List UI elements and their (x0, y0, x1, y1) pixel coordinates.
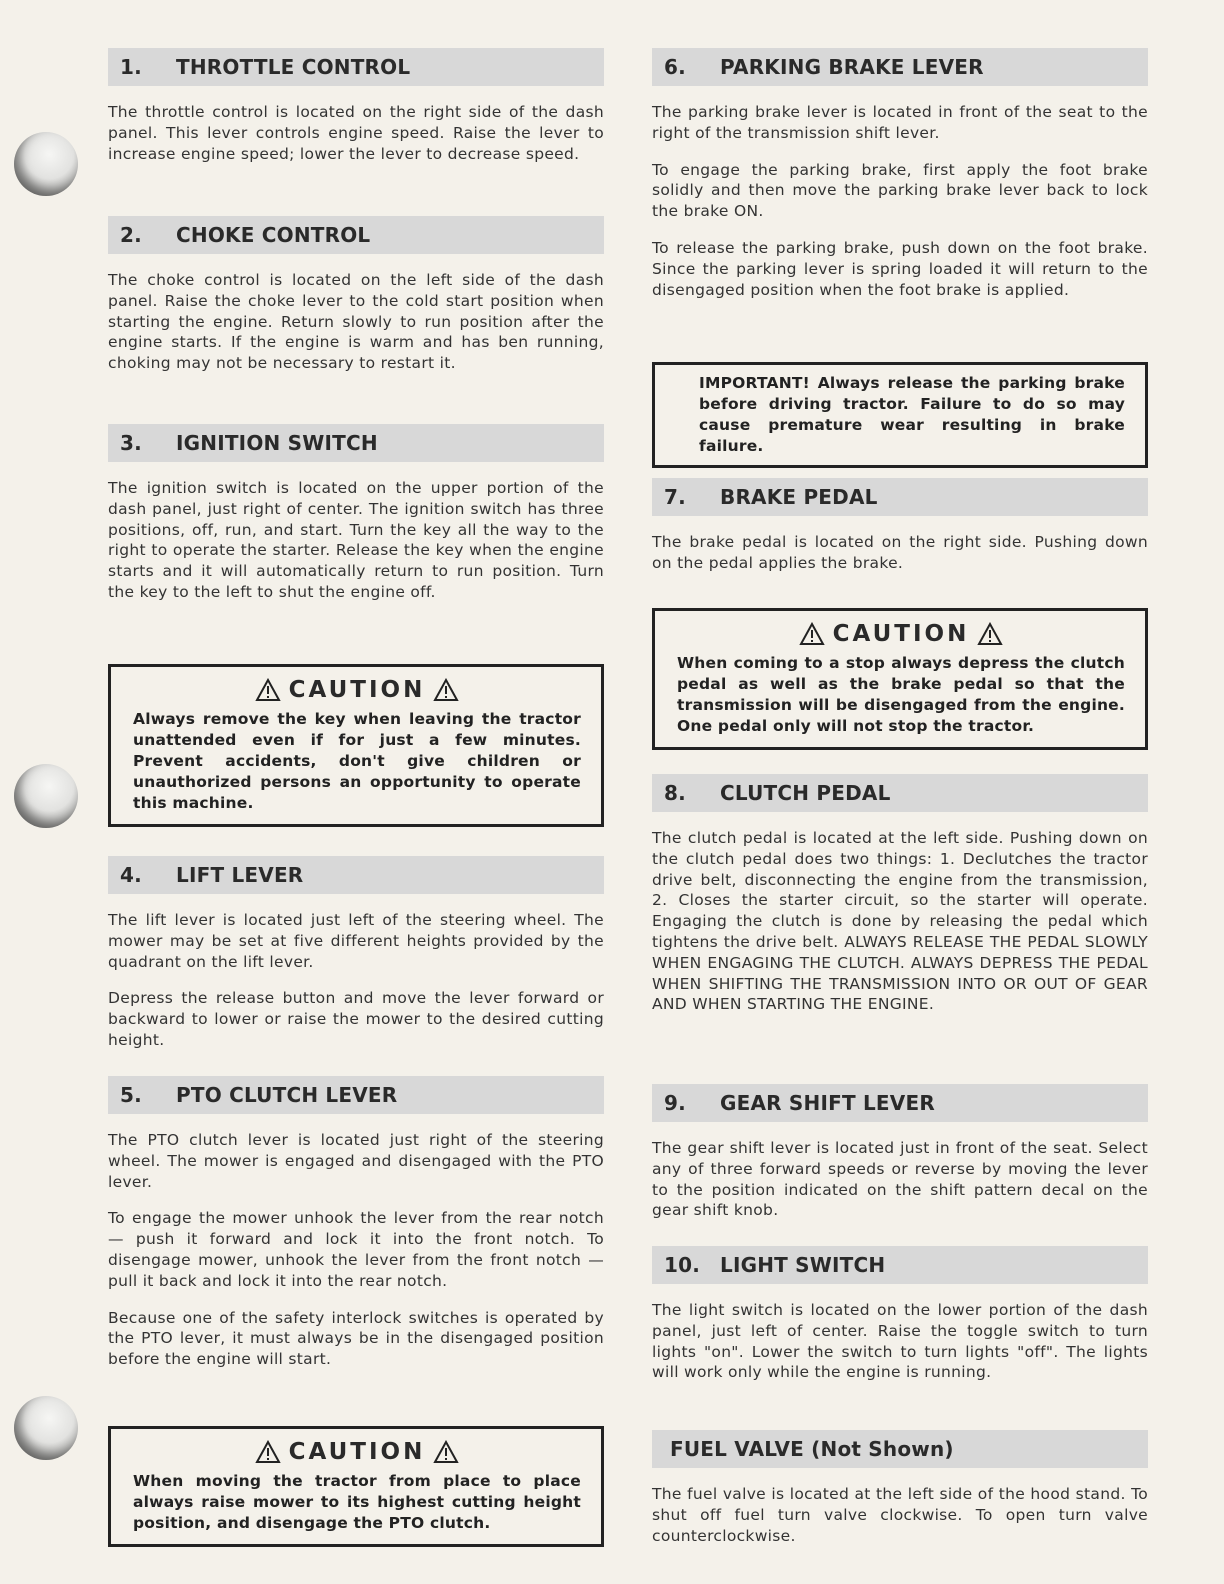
section-brake-pedal (652, 478, 1148, 574)
section-heading: 2. CHOKE CONTROL (108, 216, 604, 254)
section-body: Depress the release button and move the lever forward or backward to lower or raise the mower to the desired cutting height. (108, 989, 604, 1049)
section-body: To release the parking brake, push down on the foot brake. Since the parking lever is spring loaded it will return to the disengaged position when the foot brake is applied. (652, 238, 1148, 299)
caution-box-mower (108, 1426, 604, 1547)
binder-hole-top (14, 132, 78, 196)
section-gear-shift-lever (652, 1084, 1148, 1221)
section-clutch-pedal (652, 774, 1148, 1015)
binder-hole-bottom (14, 1396, 78, 1460)
section-body: The ignition switch is located on the upper portion of the dash panel, just right of center. The ignition switch has three positions, off, run, and start. Turn the key all the way to the right to operate the starter. Release the key when the engine starts and it will automatically return to run position. Turn the key to the left to shut the engine off. (108, 479, 604, 601)
section-body: The lift lever is located just left of the steering wheel. The mower may be set at five different heights provided by the quadrant on the lift lever. (108, 911, 604, 971)
warning-triangle-icon (255, 678, 281, 702)
warning-triangle-icon (433, 1440, 459, 1464)
section-heading: 6. PARKING BRAKE LEVER (652, 48, 1148, 86)
section-body: The throttle control is located on the right side of the dash panel. This lever controls engine speed. Raise the lever to increase engine speed; lower the lever to decrease speed. (108, 103, 604, 163)
section-heading: 9. GEAR SHIFT LEVER (652, 1084, 1148, 1122)
caution-text: When moving the tractor from place to place always raise mower to its highest cutting height position, and disengage the PTO clutch. (133, 1472, 581, 1532)
section-body: The fuel valve is located at the left side of the hood stand. To shut off fuel turn valve clockwise. To open turn valve counterclockwise. (652, 1485, 1148, 1545)
section-body: The parking brake lever is located in front of the seat to the right of the transmission shift lever. (652, 103, 1148, 142)
section-heading: 8. CLUTCH PEDAL (652, 774, 1148, 812)
section-choke-control (108, 216, 604, 374)
section-body: The light switch is located on the lower portion of the dash panel, just left of center. Raise the toggle switch to turn lights "on". Lower the switch to turn lights "off". The lights will work only while the engine is running. (652, 1301, 1148, 1382)
section-body: To engage the mower unhook the lever from the rear notch — push it forward and lock it into the front notch. To disengage mower, unhook the lever from the front notch — pull it back and lock it into the rear notch. (108, 1209, 604, 1290)
section-heading: 10. LIGHT SWITCH (652, 1246, 1148, 1284)
binder-hole-middle (14, 764, 78, 828)
section-parking-brake-lever (652, 48, 1148, 300)
section-body: To engage the parking brake, first apply the foot brake solidly and then move the parking brake lever back to lock the brake ON. (652, 160, 1148, 221)
warning-triangle-icon (433, 678, 459, 702)
caution-box-key (108, 664, 604, 827)
section-lift-lever (108, 856, 604, 1051)
section-throttle-control (108, 48, 604, 164)
section-heading: 3. IGNITION SWITCH (108, 424, 604, 462)
caution-title: CAUTION (677, 621, 1125, 647)
section-heading: 7. BRAKE PEDAL (652, 478, 1148, 516)
warning-triangle-icon (799, 622, 825, 646)
warning-triangle-icon (977, 622, 1003, 646)
section-heading: 1. THROTTLE CONTROL (108, 48, 604, 86)
important-box (652, 362, 1148, 468)
important-text: IMPORTANT! Always release the parking brake before driving tractor. Failure to do so may cause premature wear resulting in brake failure. (699, 374, 1125, 455)
section-body: The clutch pedal is located at the left side. Pushing down on the clutch pedal does two things: 1. Declutches the tractor drive belt, disconnecting the engine from the transmission, 2. Closes the starter circuit, so the starter will operate. Engaging the clutch is done by releasing the pedal which tightens the drive belt. ALWAYS RELEASE THE PEDAL SLOWLY WHEN ENGAGING THE CLUTCH. ALWAYS DEPRESS THE PEDAL WHEN SHIFTING THE TRANSMISSION INTO OR OUT OF GEAR AND WHEN STARTING THE ENGINE. (652, 829, 1148, 1014)
warning-triangle-icon (255, 1440, 281, 1464)
section-body: The PTO clutch lever is located just right of the steering wheel. The mower is engaged and disengaged with the PTO lever. (108, 1131, 604, 1191)
section-heading: 5. PTO CLUTCH LEVER (108, 1076, 604, 1114)
section-heading: FUEL VALVE (Not Shown) (652, 1430, 1148, 1468)
section-body: The choke control is located on the left side of the dash panel. Raise the choke lever to the cold start position when starting the engine. Return slowly to run position after the engine starts. If the engine is warm and has ben running, choking may not be necessary to restart it. (108, 271, 604, 373)
caution-text: Always remove the key when leaving the tractor unattended even if for just a few minutes. Prevent accidents, don't give children or unauthorized persons an opportunity to operate this machine. (133, 710, 581, 812)
section-fuel-valve (652, 1430, 1148, 1546)
section-pto-clutch-lever (108, 1076, 604, 1370)
caution-title: CAUTION (133, 1439, 581, 1465)
caution-text: When coming to a stop always depress the clutch pedal as well as the brake pedal so that the transmission will be disengaged from the engine. One pedal only will not stop the tractor. (677, 654, 1125, 735)
caution-title: CAUTION (133, 677, 581, 703)
section-body: Because one of the safety interlock switches is operated by the PTO lever, it must always be in the disengaged position before the engine will start. (108, 1308, 604, 1369)
caution-box-pedals (652, 608, 1148, 750)
section-heading: 4. LIFT LEVER (108, 856, 604, 894)
section-body: The brake pedal is located on the right side. Pushing down on the pedal applies the brake. (652, 533, 1148, 572)
section-ignition-switch (108, 424, 604, 603)
section-body: The gear shift lever is located just in front of the seat. Select any of three forward speeds or reverse by moving the lever to the position indicated on the shift pattern decal on the gear shift knob. (652, 1139, 1148, 1220)
section-light-switch (652, 1246, 1148, 1383)
